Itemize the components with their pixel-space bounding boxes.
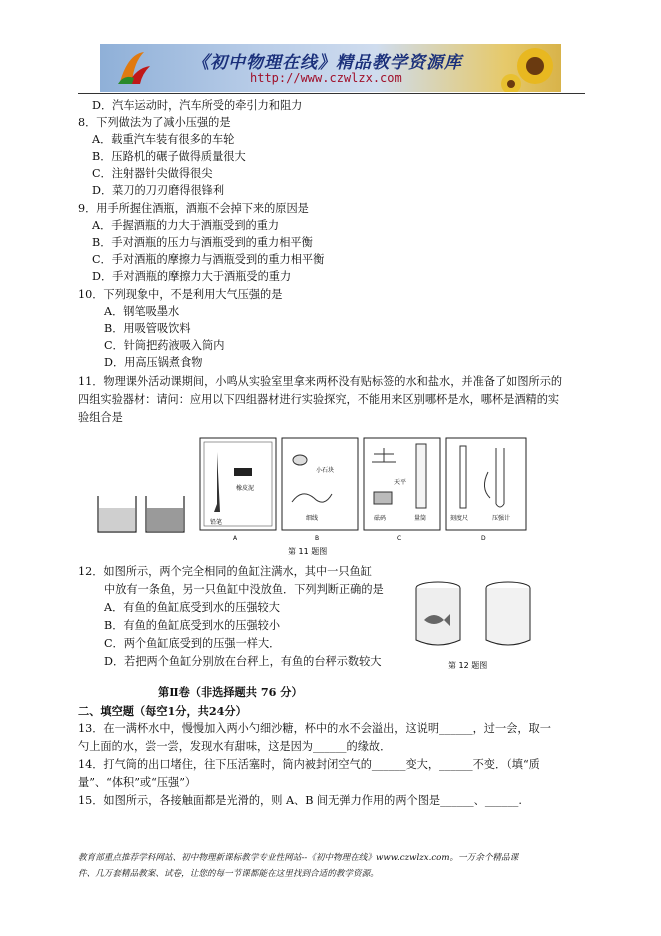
ruler-icon: [460, 446, 466, 508]
q12-option-b: B．有鱼的鱼缸底受到水的压强较小: [104, 619, 281, 632]
section-2-title: 第Ⅱ卷（非选择题共 76 分）: [158, 685, 303, 699]
stone-icon: [293, 455, 307, 465]
site-url[interactable]: http://www.czwlzx.com: [250, 71, 402, 85]
panel-d: [446, 438, 526, 530]
panel-label-a: A: [233, 535, 238, 542]
site-title: 《初中物理在线》精品教学资源库: [192, 53, 462, 73]
cylinder-icon: [416, 444, 426, 508]
label-ruler: 刻度尺: [450, 515, 469, 522]
label-pencil: 铅笔: [210, 519, 223, 526]
sunflower-icon: [501, 44, 561, 92]
label-plasticine: 橡皮泥: [236, 485, 255, 492]
footer-line1: 教育部重点推荐学科网站、初中物理新课标教学专业性网站--《初中物理在线》www.czwlzx.com。一万余个精品课: [78, 853, 519, 863]
q15-line1: 15．如图所示，各接触面都是光滑的，则 A、B 间无弹力作用的两个图是______、______.: [78, 794, 522, 807]
q10-option-b: B．用吸管吸饮料: [104, 322, 191, 335]
label-thread: 细线: [306, 515, 319, 522]
q11-stem-line1: 11．物理课外活动课期间，小鸣从实验室里拿来两杯没有贴标签的水和盐水，并准备了如图所示的: [78, 375, 563, 388]
q11-stem-line2: 四组实验器材：请问：应用以下四组器材进行实验探究，不能用来区别哪杯是水，哪杯是酒精的实: [78, 393, 560, 406]
label-cylinder: 量筒: [414, 515, 427, 522]
panel-label-d: D: [481, 535, 486, 542]
footer-line2: 件、几万套精品教案、试卷，让您的每一节课都能在这里找到合适的教学资源。: [78, 869, 379, 879]
panel-a: [200, 438, 276, 530]
figure-12: [410, 576, 540, 676]
q7-option-d: D．汽车运动时，汽车所受的牵引力和阻力: [92, 99, 303, 112]
label-stone: 小石块: [316, 467, 335, 474]
fill-blank-heading: 二、填空题（每空1分，共24分）: [78, 704, 247, 718]
beaker-water: [98, 496, 136, 532]
q9-stem: 9．用手所握住酒瓶，酒瓶不会掉下来的原因是: [78, 202, 309, 215]
figure-11: [92, 432, 532, 558]
q9-option-b: B．手对酒瓶的压力与酒瓶受到的重力相平衡: [92, 236, 313, 249]
label-weights: 砝码: [374, 515, 387, 522]
figure-12-caption: 第 12 题图: [448, 661, 488, 670]
q10-option-a: A．钢笔吸墨水: [104, 305, 180, 318]
q9-option-d: D．手对酒瓶的摩擦力大于酒瓶受的重力: [92, 270, 292, 283]
q14-line2: 量”、“体积”或“压强”）: [78, 776, 197, 789]
q10-option-d: D．用高压锅煮食物: [104, 356, 203, 369]
header-rule: [78, 93, 585, 94]
label-balance: 天平: [394, 479, 407, 486]
q14-line1: 14．打气筒的出口堵住，往下压活塞时，筒内被封闭空气的______变大，______不变．（填“质: [78, 758, 540, 771]
figure-11-caption: 第 11 题图: [288, 547, 328, 556]
header-banner: [100, 44, 561, 92]
panel-b: [282, 438, 358, 530]
site-logo-icon: [114, 48, 154, 88]
q12-option-d: D．若把两个鱼缸分别放在台秤上，有鱼的台秤示数较大: [104, 655, 382, 668]
q11-stem-line3: 验组合是: [78, 411, 123, 424]
fish-tank-empty: [486, 582, 530, 645]
panel-c: [364, 438, 440, 530]
q8-option-d: D．菜刀的刀刃磨得很锋利: [92, 184, 225, 197]
q12-option-a: A．有鱼的鱼缸底受到水的压强较大: [104, 601, 280, 614]
plasticine-icon: [234, 468, 252, 476]
beaker-saltwater: [146, 496, 184, 532]
q8-option-c: C．注射器针尖做得很尖: [92, 167, 213, 180]
q8-option-b: B．压路机的碾子做得质量很大: [92, 150, 246, 163]
panel-label-b: B: [315, 535, 320, 542]
q10-stem: 10．下列现象中，不是利用大气压强的是: [78, 288, 283, 301]
q12-stem-line2: 中放有一条鱼，另一只鱼缸中没放鱼．下列判断正确的是: [104, 583, 384, 596]
q12-option-c: C．两个鱼缸底受到的压强一样大．: [104, 637, 281, 650]
q10-option-c: C．针筒把药液吸入筒内: [104, 339, 225, 352]
weights-icon: [374, 492, 392, 504]
panel-label-c: C: [397, 535, 402, 542]
label-manometer: 压强计: [492, 515, 511, 522]
q8-stem: 8．下列做法为了减小压强的是: [78, 116, 231, 129]
q13-line2: 勺上面的水，尝一尝，发现水有甜味，这是因为______的缘故．: [78, 740, 392, 753]
q13-line1: 13．在一满杯水中，慢慢加入两小勺细沙糖，杯中的水不会溢出，这说明______，过一会，取一: [78, 722, 551, 735]
q12-stem-line1: 12．如图所示，两个完全相同的鱼缸注满水，其中一只鱼缸: [78, 565, 372, 578]
q8-option-a: A．载重汽车装有很多的车轮: [92, 133, 235, 146]
q9-option-a: A．手握酒瓶的力大于酒瓶受到的重力: [92, 219, 280, 232]
fish-tank-with-fish: [416, 582, 460, 645]
q9-option-c: C．手对酒瓶的摩擦力与酒瓶受到的重力相平衡: [92, 253, 325, 266]
